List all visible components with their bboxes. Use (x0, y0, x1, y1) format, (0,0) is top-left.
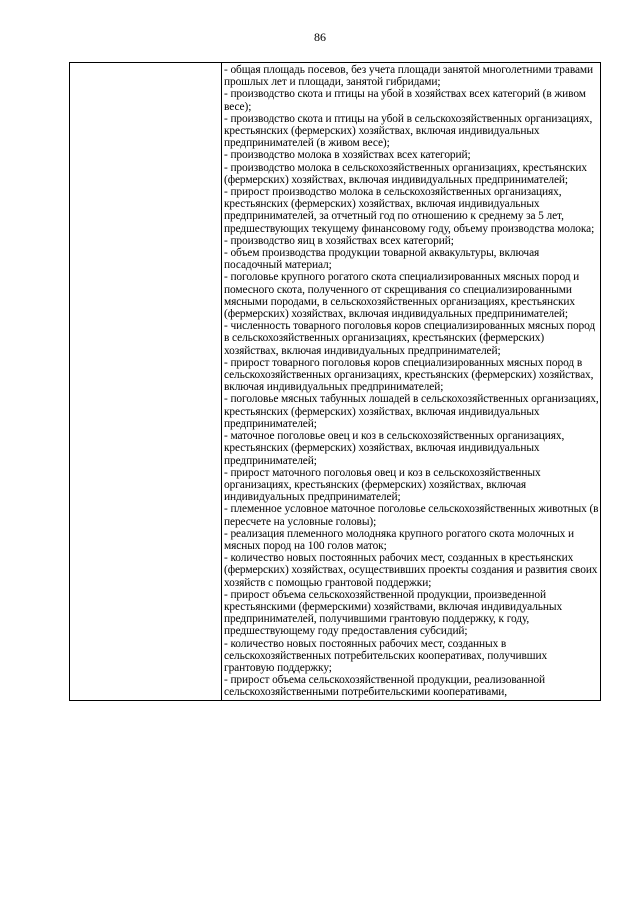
table-row (70, 63, 601, 701)
indicator-item: - производство молока в сельскохозяйственных организациях, крестьянских (фермерских) хозяйствах, включая индивидуальных предпринимателей; (224, 161, 587, 186)
table-cell-empty (70, 63, 222, 701)
indicator-item: - количество новых постоянных рабочих мест, созданных в сельскохозяйственных потребительских кооперативах, получивших грантовую поддержку; (224, 637, 548, 674)
indicator-item: - производство молока в хозяйствах всех категорий; (224, 149, 471, 162)
indicator-item: - производство яиц в хозяйствах всех категорий; (224, 234, 454, 247)
indicator-item: - численность товарного поголовья коров специализированных мясных пород в сельскохозяйственных организациях, крестьянских (фермерских) хозяйствах, включая индивидуальных предпринимателей; (224, 320, 596, 357)
indicator-item: - объем производства продукции товарной аквакультуры, включая посадочный материал; (224, 247, 540, 272)
indicator-item: - прирост объема сельскохозяйственной продукции, реализованной сельскохозяйственными потребительскими кооперативами, (224, 674, 546, 699)
indicator-item: - прирост объема сельскохозяйственной продукции, произведенной крестьянскими (фермерскими) хозяйствами, включая индивидуальных предпринимателей, получившими грантовую поддержку, к году, предшествующему году предоставления субсидий; (224, 588, 563, 638)
indicators-cell (222, 63, 601, 701)
indicator-item: - прирост производство молока в сельскохозяйственных организациях, крестьянских (фермерских) хозяйствах, включая индивидуальных предпринимателей, за отчетный год по отношению к среднему за 5 лет, предшествующих текущему финансовому году, объему производства молока; (224, 186, 595, 235)
indicator-item: - племенное условное маточное поголовье сельскохозяйственных животных (в пересчете на условные головы); (224, 503, 599, 528)
indicator-item: - общая площадь посевов, без учета площади занятой многолетними травами прошлых лет и площади, занятой гибридами; (224, 64, 594, 89)
indicators-table (69, 62, 601, 701)
indicator-item: - поголовье мясных табунных лошадей в сельскохозяйственных организациях, крестьянских (фермерских) хозяйствах, включая индивидуальных предпринимателей; (224, 393, 599, 430)
indicator-item: - прирост маточного поголовья овец и коз в сельскохозяйственных организациях, крестьянских (фермерских) хозяйствах, включая индивидуальных предпринимателей; (224, 466, 541, 504)
indicator-item: - реализация племенного молодняка крупного рогатого скота молочных и мясных пород на 100 голов маток; (224, 527, 575, 552)
indicator-item: - прирост товарного поголовья коров специализированных мясных пород в сельскохозяйственных организациях, крестьянских (фермерских) хозяйствах, включая индивидуальных предпринимателей; (224, 356, 594, 394)
indicator-item: - количество новых постоянных рабочих мест, созданных в крестьянских (фермерских) хозяйствах, осуществивших проекты создания и развития своих хозяйств с помощью грантовой поддержки; (224, 552, 598, 589)
indicator-item: - поголовье крупного рогатого скота специализированных мясных пород и помесного скота, полученного от скрещивания со специализированными мясными породами, в сельскохозяйственных организациях, крестьянских (фермерских) хозяйствах, включая индивидуальных предпринимателей; (224, 271, 580, 321)
indicator-item: - маточное поголовье овец и коз в сельскохозяйственных организациях, крестьянских (фермерских) хозяйствах, включая индивидуальных предпринимателей; (224, 430, 565, 467)
indicator-item: - производство скота и птицы на убой в хозяйствах всех категорий (в живом весе); (224, 88, 586, 113)
indicator-item: - производство скота и птицы на убой в сельскохозяйственных организациях, крестьянских (фермерских) хозяйствах, включая индивидуальных предпринимателей (в живом весе); (224, 112, 593, 150)
page-number: 86 (314, 30, 326, 44)
